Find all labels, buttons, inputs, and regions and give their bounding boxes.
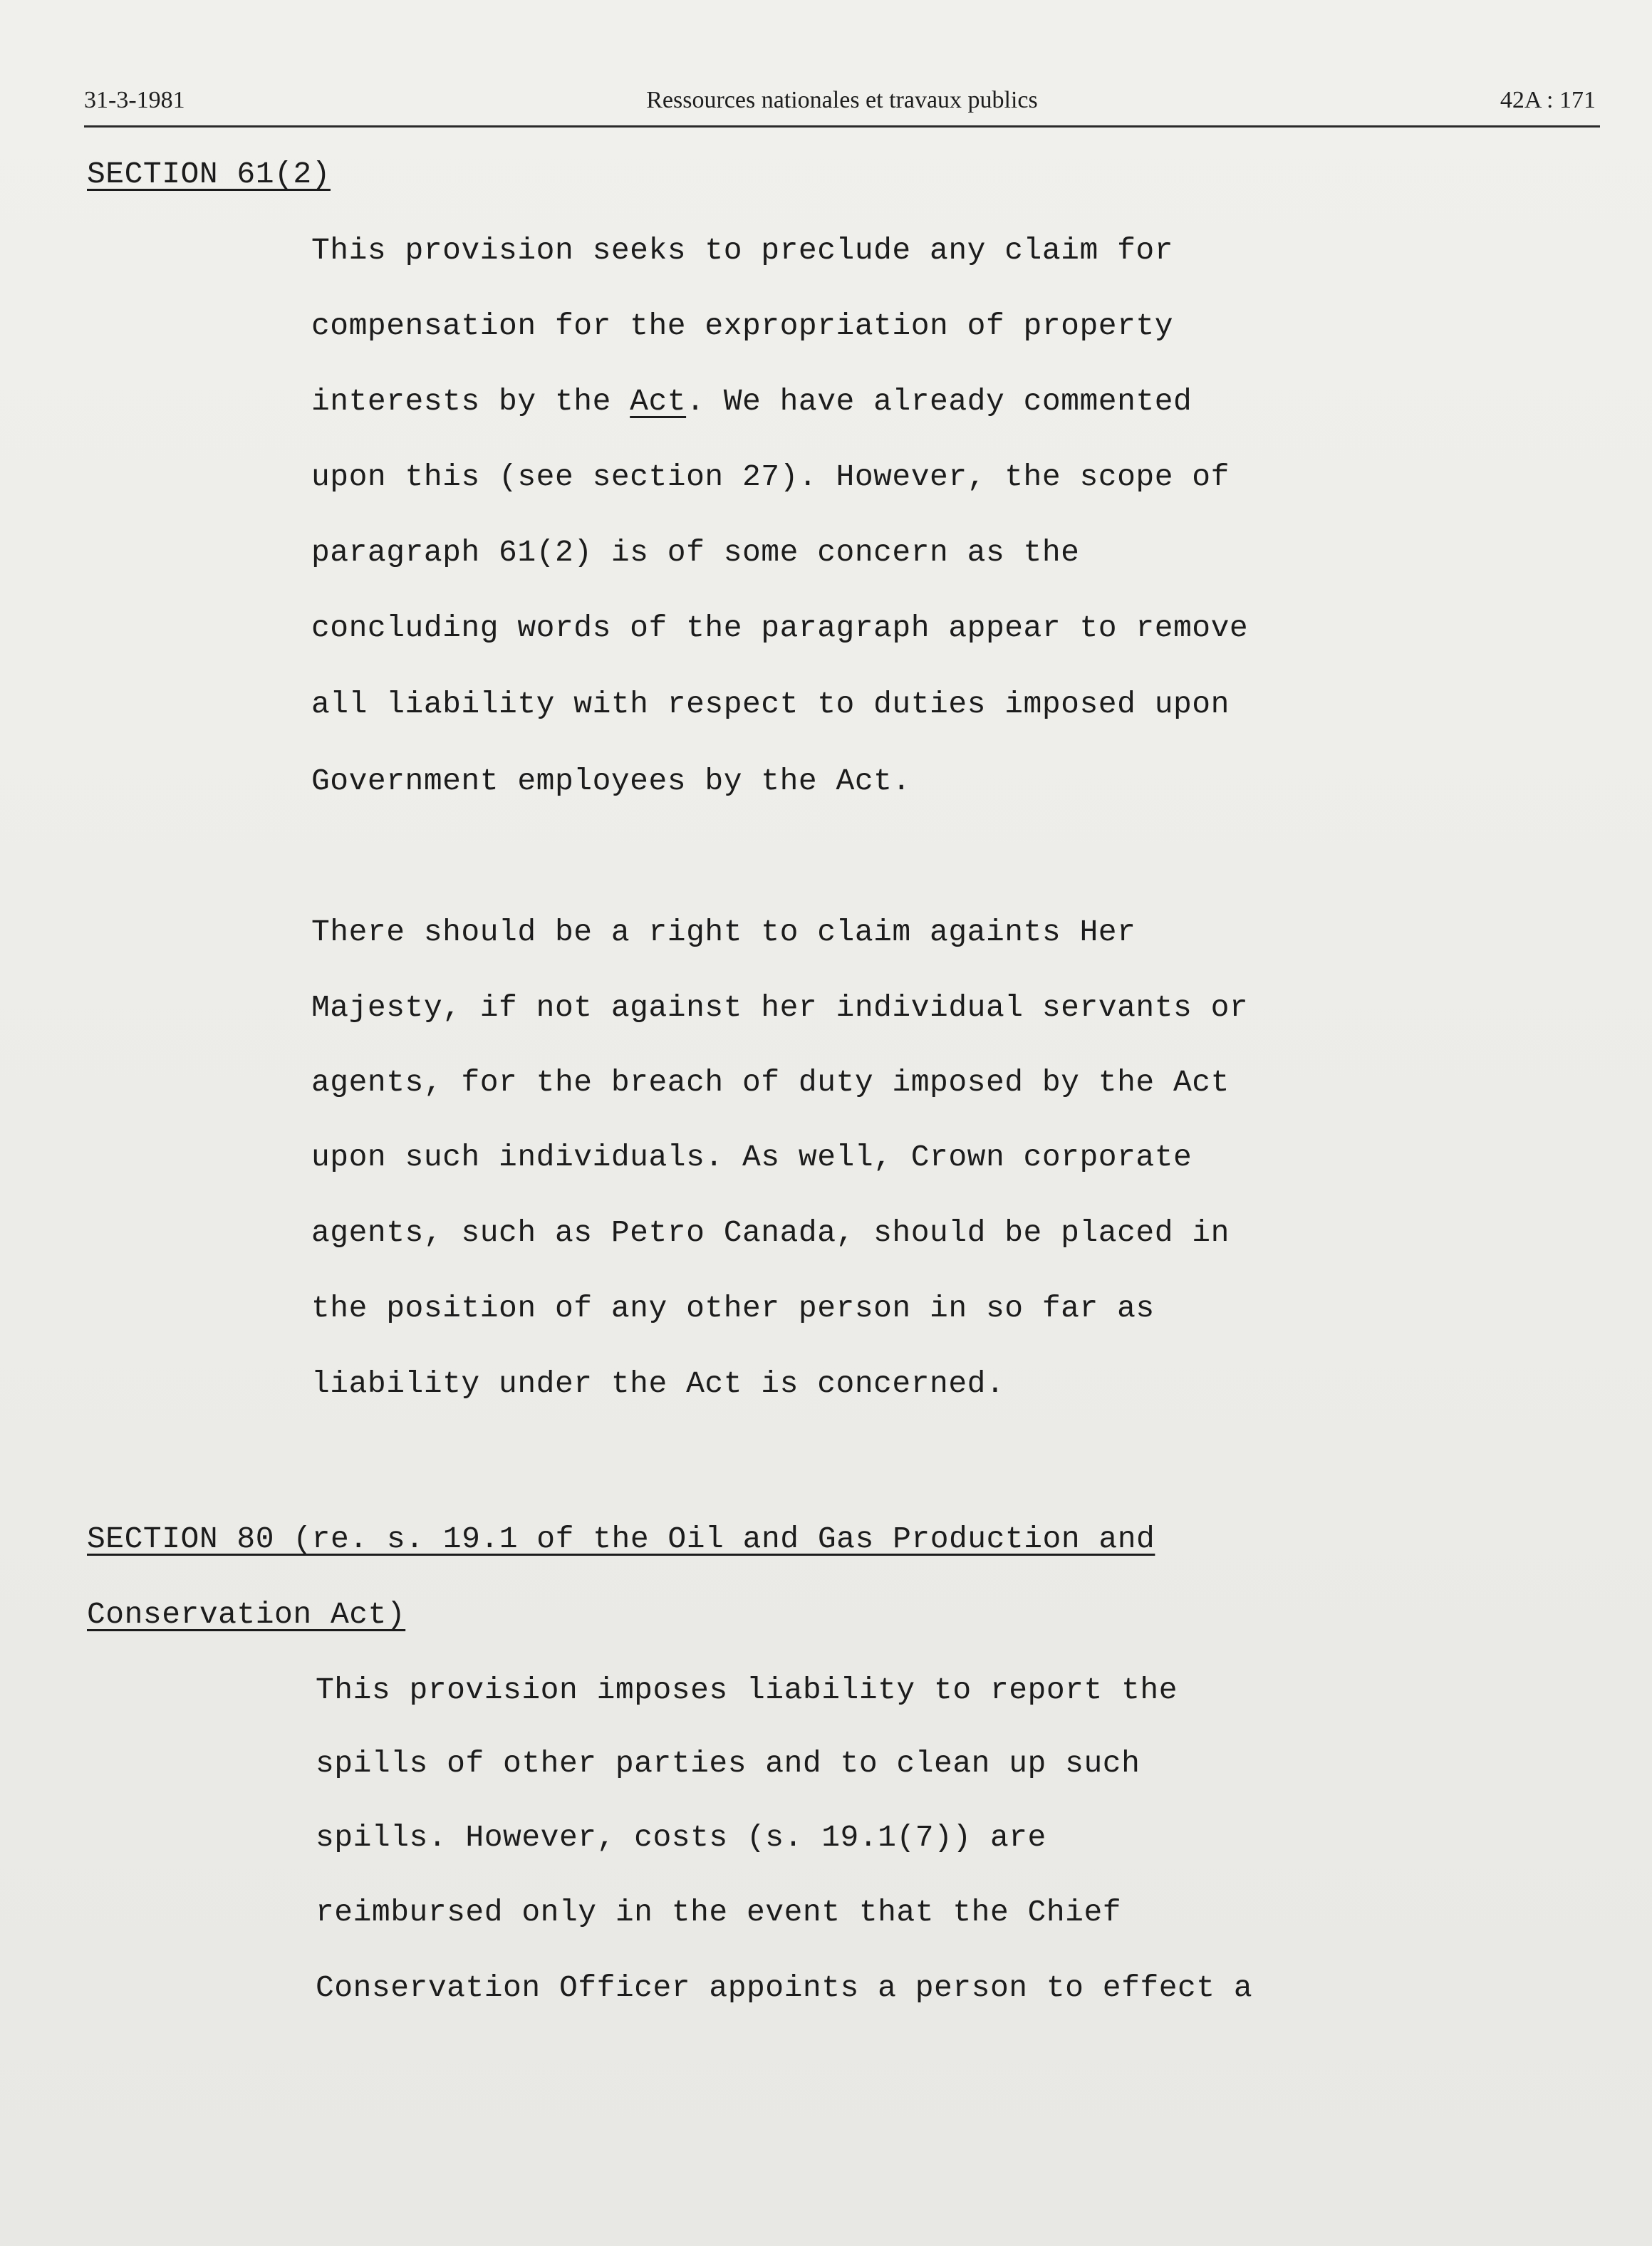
paragraph-line: This provision seeks to preclude any claim for <box>311 233 1173 268</box>
paragraph-line: compensation for the expropriation of property <box>311 308 1173 343</box>
paragraph-line: agents, such as Petro Canada, should be placed in <box>311 1215 1230 1250</box>
paragraph-line: Majesty, if not against her individual servants or <box>311 990 1249 1025</box>
line-text-continued: . We have already commented <box>686 384 1193 419</box>
section-heading-text: SECTION 61(2) <box>87 157 331 192</box>
paragraph-line: upon such individuals. As well, Crown corporate <box>311 1140 1193 1175</box>
page-header <box>84 84 1600 128</box>
paragraph-line: Government employees by the Act. <box>311 764 911 799</box>
underlined-act: Act <box>630 384 687 419</box>
paragraph-line: concluding words of the paragraph appear to remove <box>311 610 1249 645</box>
paragraph-line: spills of other parties and to clean up such <box>316 1746 1141 1781</box>
header-date: 31-3-1981 <box>84 87 185 113</box>
section-heading-80-cont <box>87 1597 405 1632</box>
paragraph-line: spills. However, costs (s. 19.1(7)) are <box>316 1820 1046 1855</box>
paragraph-line: This provision imposes liability to report the <box>316 1673 1178 1707</box>
section-heading-line2: Conservation Act) <box>87 1597 406 1632</box>
paragraph-line: liability under the Act is concerned. <box>311 1366 1005 1401</box>
section-heading-80 <box>87 1522 1155 1556</box>
header-title: Ressources nationales et travaux publics <box>646 87 1038 113</box>
paragraph-line: all liability with respect to duties imposed upon <box>311 687 1230 722</box>
paragraph-line <box>311 384 1192 419</box>
section-heading-61-2 <box>87 157 331 192</box>
paragraph-line: Conservation Officer appoints a person to effect a <box>316 1970 1253 2005</box>
section-heading-line1: SECTION 80 (re. s. 19.1 of the Oil and Gas Production and <box>87 1522 1155 1556</box>
paragraph-line: paragraph 61(2) is of some concern as the <box>311 535 1080 570</box>
paragraph-line: upon this (see section 27). However, the scope of <box>311 459 1230 494</box>
paragraph-line: the position of any other person in so far as <box>311 1291 1155 1326</box>
header-page-number: 42A : 171 <box>1500 87 1596 113</box>
line-text: interests by the <box>311 384 630 419</box>
paragraph-line: reimbursed only in the event that the Chief <box>316 1895 1122 1930</box>
paragraph-line: agents, for the breach of duty imposed by the Act <box>311 1065 1230 1100</box>
paragraph-line: There should be a right to claim againts Her <box>311 915 1136 950</box>
